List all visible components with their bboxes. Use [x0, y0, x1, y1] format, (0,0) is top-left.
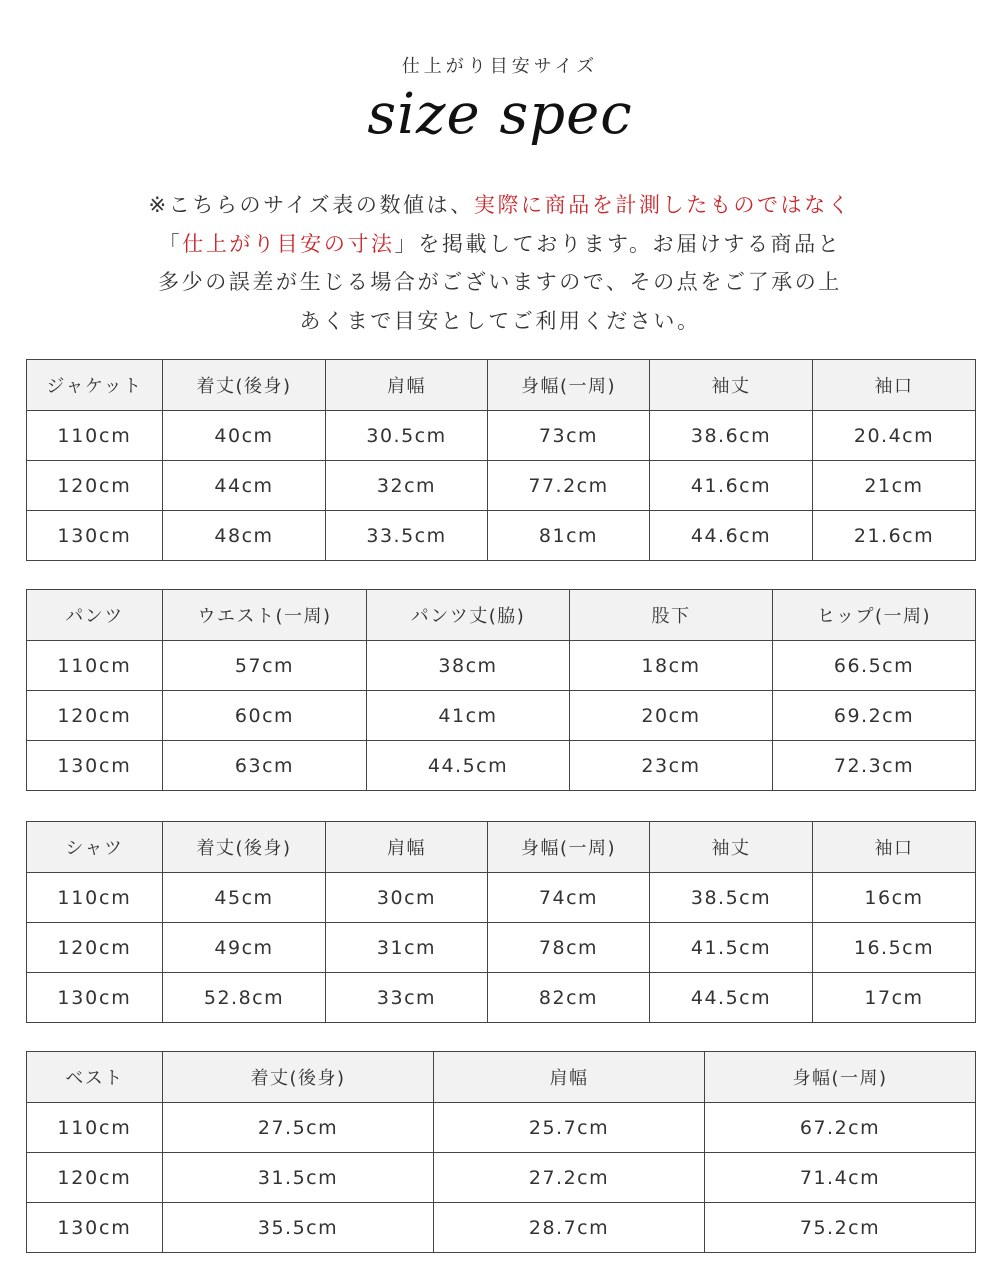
table-row	[27, 511, 976, 561]
table-row	[27, 873, 976, 923]
column-header: 袖口	[813, 822, 976, 873]
table-header-row	[27, 822, 976, 873]
measure-cell: 73cm	[488, 411, 650, 461]
column-header: 股下	[570, 590, 773, 641]
notice-line-1	[0, 186, 1000, 225]
measure-cell: 49cm	[163, 923, 326, 973]
table-row	[27, 461, 976, 511]
measure-cell: 67.2cm	[705, 1103, 976, 1153]
column-header: パンツ丈(脇)	[367, 590, 570, 641]
column-header: 身幅(一周)	[488, 360, 650, 411]
measure-cell: 35.5cm	[163, 1203, 434, 1253]
measure-cell: 45cm	[163, 873, 326, 923]
pants-size-table	[26, 589, 976, 791]
table-row	[27, 923, 976, 973]
category-label: シャツ	[27, 822, 163, 873]
column-header: ウエスト(一周)	[163, 590, 367, 641]
size-cell: 130cm	[27, 1203, 163, 1253]
measure-cell: 32cm	[326, 461, 488, 511]
table-header-row	[27, 590, 976, 641]
column-header: 袖丈	[650, 822, 813, 873]
column-header: 袖丈	[650, 360, 813, 411]
measure-cell: 52.8cm	[163, 973, 326, 1023]
column-header: ヒップ(一周)	[773, 590, 976, 641]
measure-cell: 60cm	[163, 691, 367, 741]
table-row	[27, 1153, 976, 1203]
shirt-size-table	[26, 821, 976, 1023]
table-row	[27, 411, 976, 461]
measure-cell: 33cm	[326, 973, 488, 1023]
notice-line-4: あくまで目安としてご利用ください。	[299, 308, 701, 333]
measure-cell: 20cm	[570, 691, 773, 741]
category-label: パンツ	[27, 590, 163, 641]
measure-cell: 30cm	[326, 873, 488, 923]
column-header: 袖口	[813, 360, 976, 411]
category-label: ベスト	[27, 1052, 163, 1103]
measure-cell: 75.2cm	[705, 1203, 976, 1253]
measure-cell: 44.5cm	[367, 741, 570, 791]
column-header: 着丈(後身)	[163, 360, 326, 411]
notice-line-3: 多少の誤差が生じる場合がございますので、その点をご了承の上	[158, 270, 842, 294]
measure-cell: 21.6cm	[813, 511, 976, 561]
table-row	[27, 1203, 976, 1253]
measure-cell: 66.5cm	[773, 641, 976, 691]
column-header: 着丈(後身)	[163, 1052, 434, 1103]
size-cell: 110cm	[27, 641, 163, 691]
measure-cell: 31cm	[326, 923, 488, 973]
table-header-row	[27, 360, 976, 411]
size-cell: 130cm	[27, 511, 163, 561]
size-cell: 120cm	[27, 923, 163, 973]
measure-cell: 31.5cm	[163, 1153, 434, 1203]
measure-cell: 82cm	[488, 973, 650, 1023]
measure-cell: 41.5cm	[650, 923, 813, 973]
table-row	[27, 973, 976, 1023]
measure-cell: 41.6cm	[650, 461, 813, 511]
size-cell: 130cm	[27, 741, 163, 791]
page-subtitle: 仕上がり目安サイズ	[401, 56, 599, 77]
measure-cell: 44.6cm	[650, 511, 813, 561]
size-cell: 110cm	[27, 1103, 163, 1153]
notice-highlight: 仕上がり目安の寸法	[182, 231, 395, 256]
measure-cell: 38.6cm	[650, 411, 813, 461]
notice-line-2	[0, 225, 1000, 264]
measure-cell: 28.7cm	[434, 1203, 705, 1253]
column-header: 肩幅	[434, 1052, 705, 1103]
measure-cell: 78cm	[488, 923, 650, 973]
table-header-row	[27, 1052, 976, 1103]
table-row	[27, 741, 976, 791]
notice-text: 「	[158, 231, 183, 256]
size-cell: 130cm	[27, 973, 163, 1023]
measure-cell: 38cm	[367, 641, 570, 691]
measure-cell: 17cm	[813, 973, 976, 1023]
measure-cell: 20.4cm	[813, 411, 976, 461]
measure-cell: 16cm	[813, 873, 976, 923]
size-cell: 110cm	[27, 873, 163, 923]
jacket-size-table	[26, 359, 976, 561]
table-row	[27, 1103, 976, 1153]
column-header: 身幅(一周)	[705, 1052, 976, 1103]
measure-cell: 25.7cm	[434, 1103, 705, 1153]
measure-cell: 44cm	[163, 461, 326, 511]
vest-size-table	[26, 1051, 976, 1253]
measure-cell: 44.5cm	[650, 973, 813, 1023]
notice-text: ※こちらのサイズ表の数値は、	[148, 193, 474, 217]
page-title: size spec	[367, 82, 633, 147]
measure-cell: 69.2cm	[773, 691, 976, 741]
measure-cell: 18cm	[570, 641, 773, 691]
measure-cell: 77.2cm	[488, 461, 650, 511]
column-header: 身幅(一周)	[488, 822, 650, 873]
measure-cell: 71.4cm	[705, 1153, 976, 1203]
size-cell: 110cm	[27, 411, 163, 461]
measure-cell: 33.5cm	[326, 511, 488, 561]
measure-cell: 48cm	[163, 511, 326, 561]
measure-cell: 21cm	[813, 461, 976, 511]
measure-cell: 72.3cm	[773, 741, 976, 791]
column-header: 肩幅	[326, 360, 488, 411]
column-header: 肩幅	[326, 822, 488, 873]
size-cell: 120cm	[27, 461, 163, 511]
notice-highlight: 実際に商品を計測したものではなく	[473, 193, 852, 217]
size-cell: 120cm	[27, 691, 163, 741]
size-cell: 120cm	[27, 1153, 163, 1203]
category-label: ジャケット	[27, 360, 163, 411]
measure-cell: 38.5cm	[650, 873, 813, 923]
measure-cell: 40cm	[163, 411, 326, 461]
measure-cell: 16.5cm	[813, 923, 976, 973]
measure-cell: 30.5cm	[326, 411, 488, 461]
table-row	[27, 691, 976, 741]
measure-cell: 81cm	[488, 511, 650, 561]
measure-cell: 23cm	[570, 741, 773, 791]
column-header: 着丈(後身)	[163, 822, 326, 873]
measure-cell: 41cm	[367, 691, 570, 741]
measure-cell: 27.5cm	[163, 1103, 434, 1153]
measure-cell: 63cm	[163, 741, 367, 791]
notice-text: 」を掲載しております。お届けする商品と	[394, 231, 842, 256]
table-row	[27, 641, 976, 691]
measure-cell: 57cm	[163, 641, 367, 691]
size-notice	[0, 186, 1000, 340]
measure-cell: 74cm	[488, 873, 650, 923]
measure-cell: 27.2cm	[434, 1153, 705, 1203]
